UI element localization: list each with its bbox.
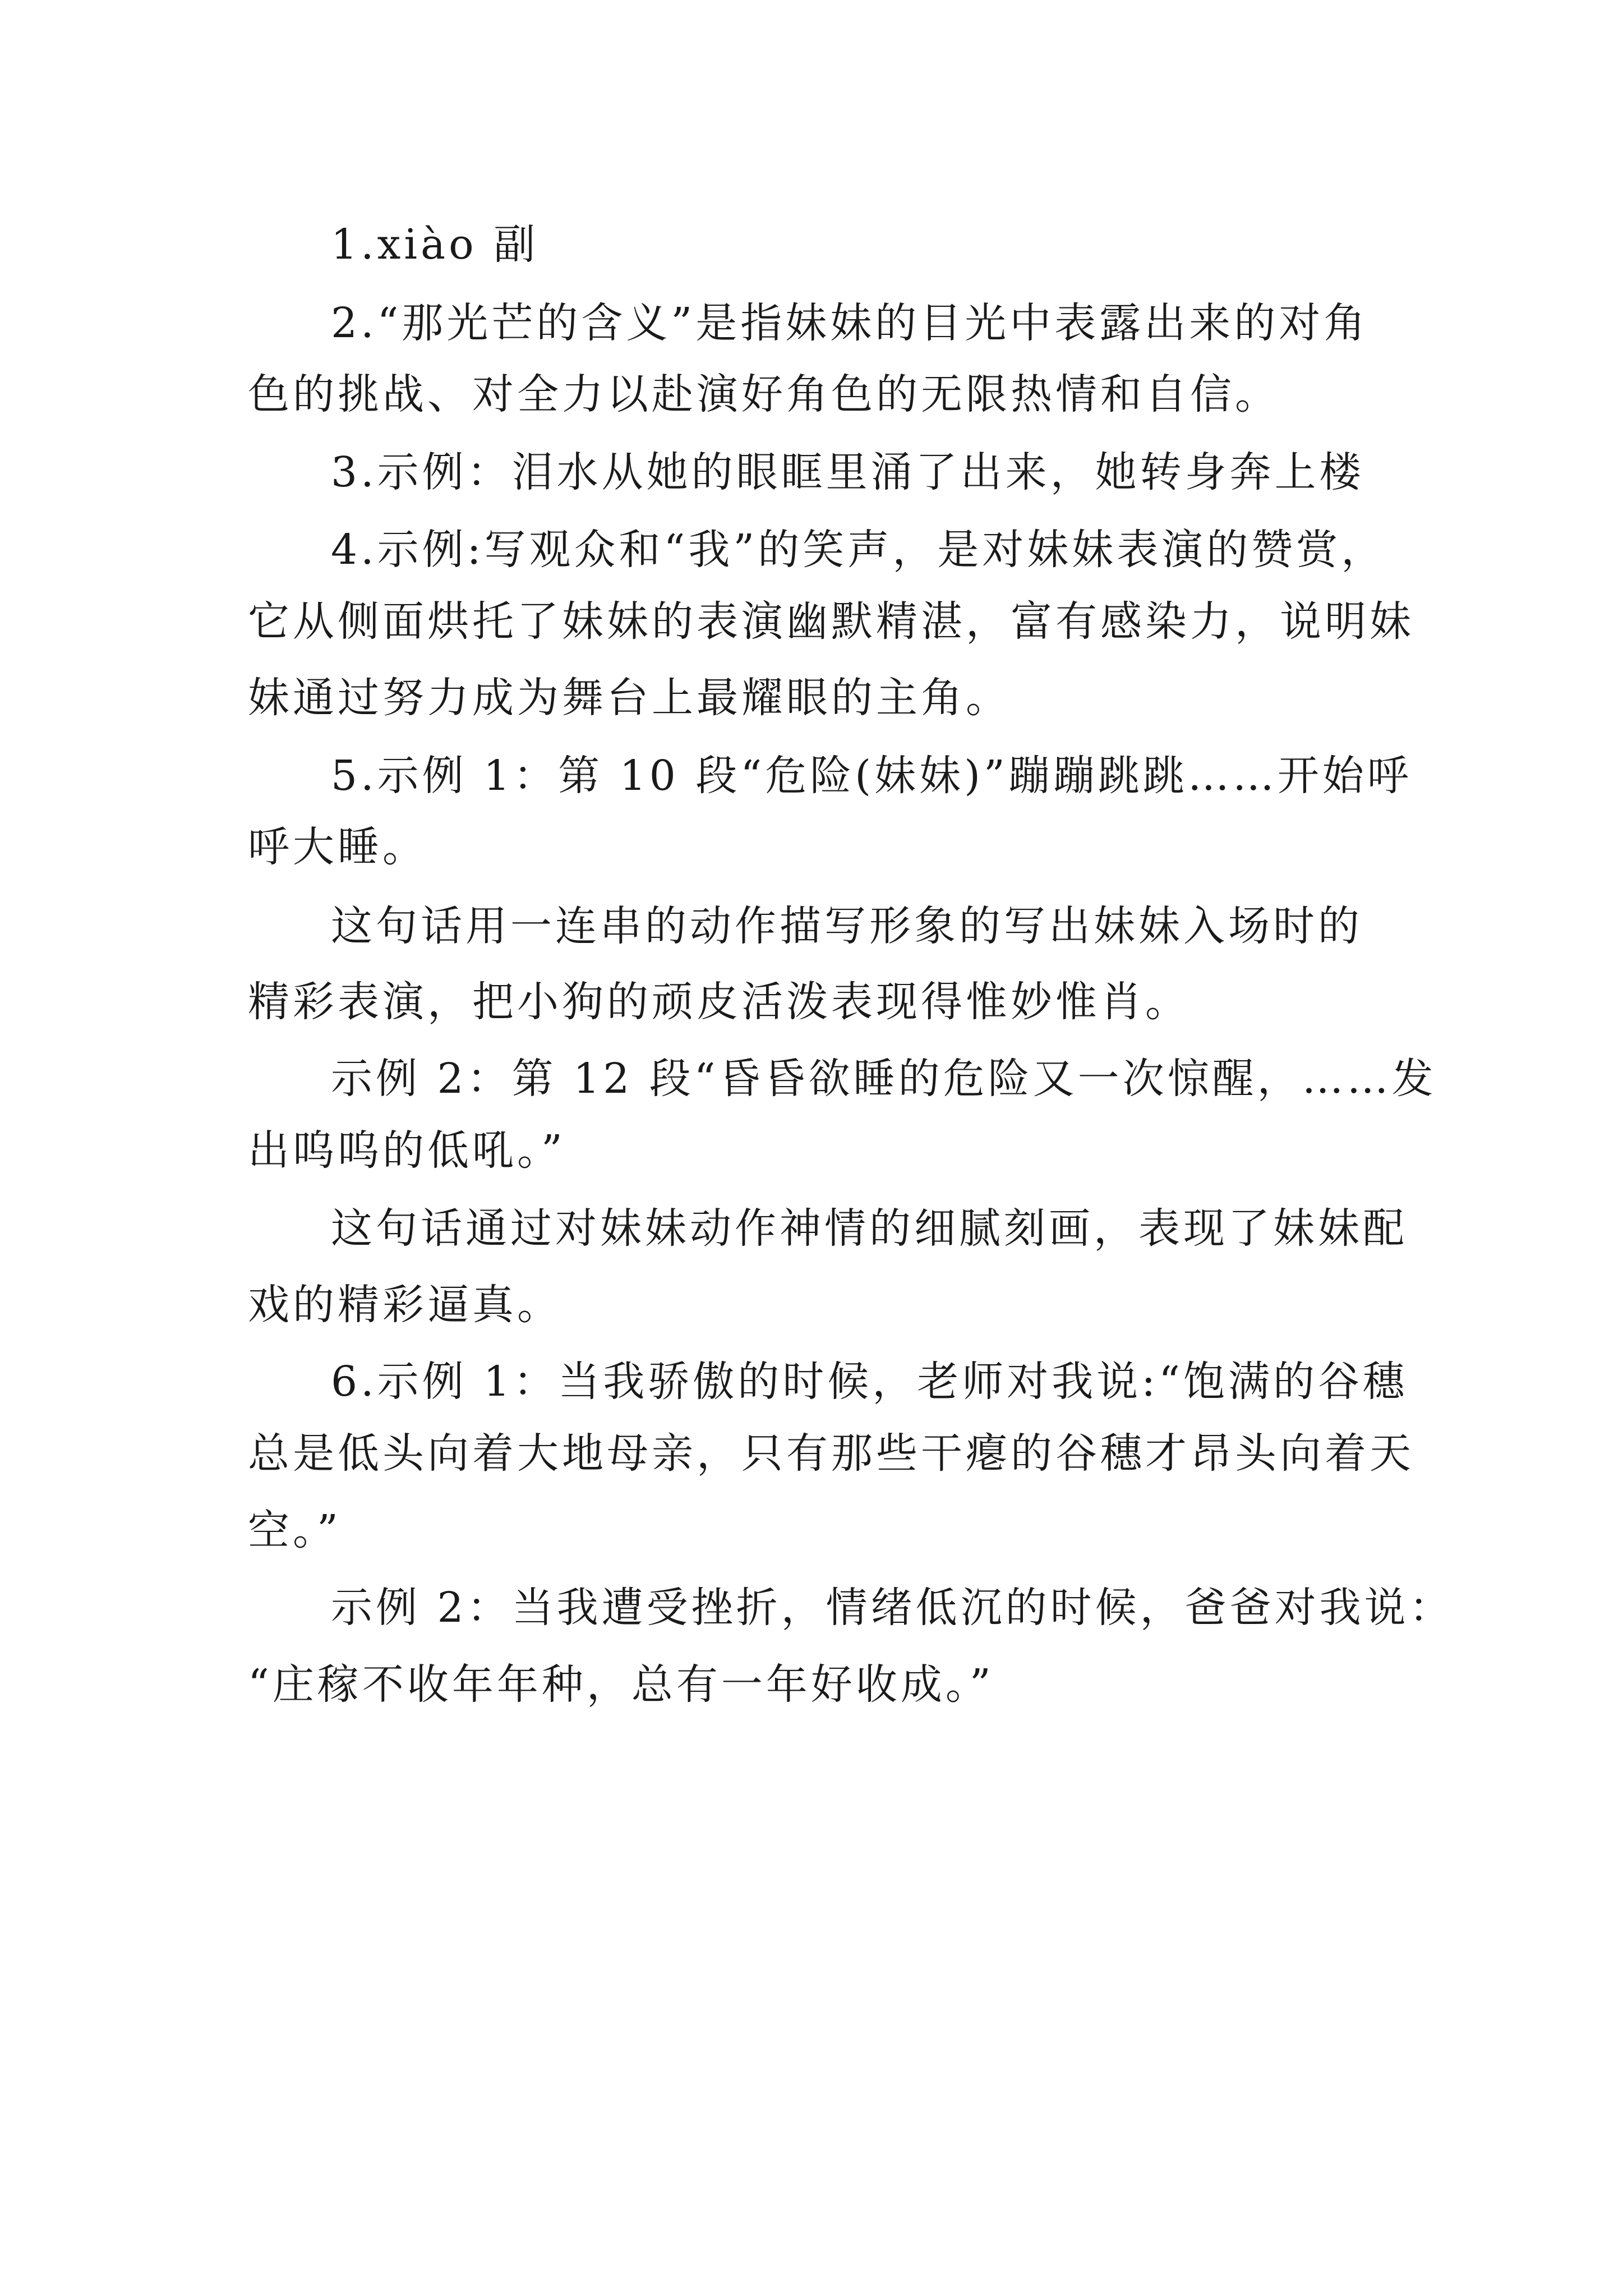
answer-5-line-1: 5.示例 1：第 10 段“危险(妹妹)”蹦蹦跳跳……开始呼 [331,752,1412,800]
answer-5-example-2-line-2: 出呜呜的低吼。” [248,1126,566,1175]
answer-4-line-2: 它从侧面烘托了妹妹的表演幽默精湛，富有感染力，说明妹 [248,597,1414,646]
answer-6-example-2-line-1: 示例 2：当我遭受挫折，情绪低沉的时候，爸爸对我说： [331,1584,1454,1632]
answer-5-example-2-line-1: 示例 2：第 12 段“昏昏欲睡的危险又一次惊醒，……发 [331,1055,1437,1103]
answer-3-line: 3.示例：泪水从她的眼眶里涌了出来，她转身奔上楼 [331,448,1364,496]
answer-6-line-1: 6.示例 1：当我骄傲的时候，老师对我说:“饱满的谷穗 [331,1358,1408,1406]
answer-2-line-1: 2.“那光芒的含义”是指妹妹的目光中表露出来的对角 [331,299,1369,347]
answer-4-line-3: 妹通过努力成为舞台上最耀眼的主角。 [248,674,1011,722]
answer-5-explain-2-line-2: 戏的精彩逼真。 [248,1281,562,1329]
answer-6-example-2-line-2: “庄稼不收年年种，总有一年好收成。” [248,1660,994,1709]
answer-6-line-2: 总是低头向着大地母亲，只有那些干瘪的谷穗才昂头向着天 [248,1429,1414,1478]
answer-1-line: 1.xiào 副 [331,220,539,269]
answer-5-explain-1-line-2: 精彩表演，把小狗的顽皮活泼表现得惟妙惟肖。 [248,978,1190,1026]
answer-5-explain-2-line-1: 这句话通过对妹妹动作神情的细腻刻画，表现了妹妹配 [331,1204,1408,1253]
answer-2-line-2: 色的挑战、对全力以赴演好角色的无限热情和自信。 [248,370,1280,418]
answer-4-line-1: 4.示例:写观众和“我”的笑声，是对妹妹表演的赞赏， [331,526,1386,574]
answer-5-line-2: 呼大睡。 [248,823,427,871]
answer-5-explain-1-line-1: 这句话用一连串的动作描写形象的写出妹妹入场时的 [331,902,1363,950]
answer-6-line-3: 空。” [248,1506,342,1554]
